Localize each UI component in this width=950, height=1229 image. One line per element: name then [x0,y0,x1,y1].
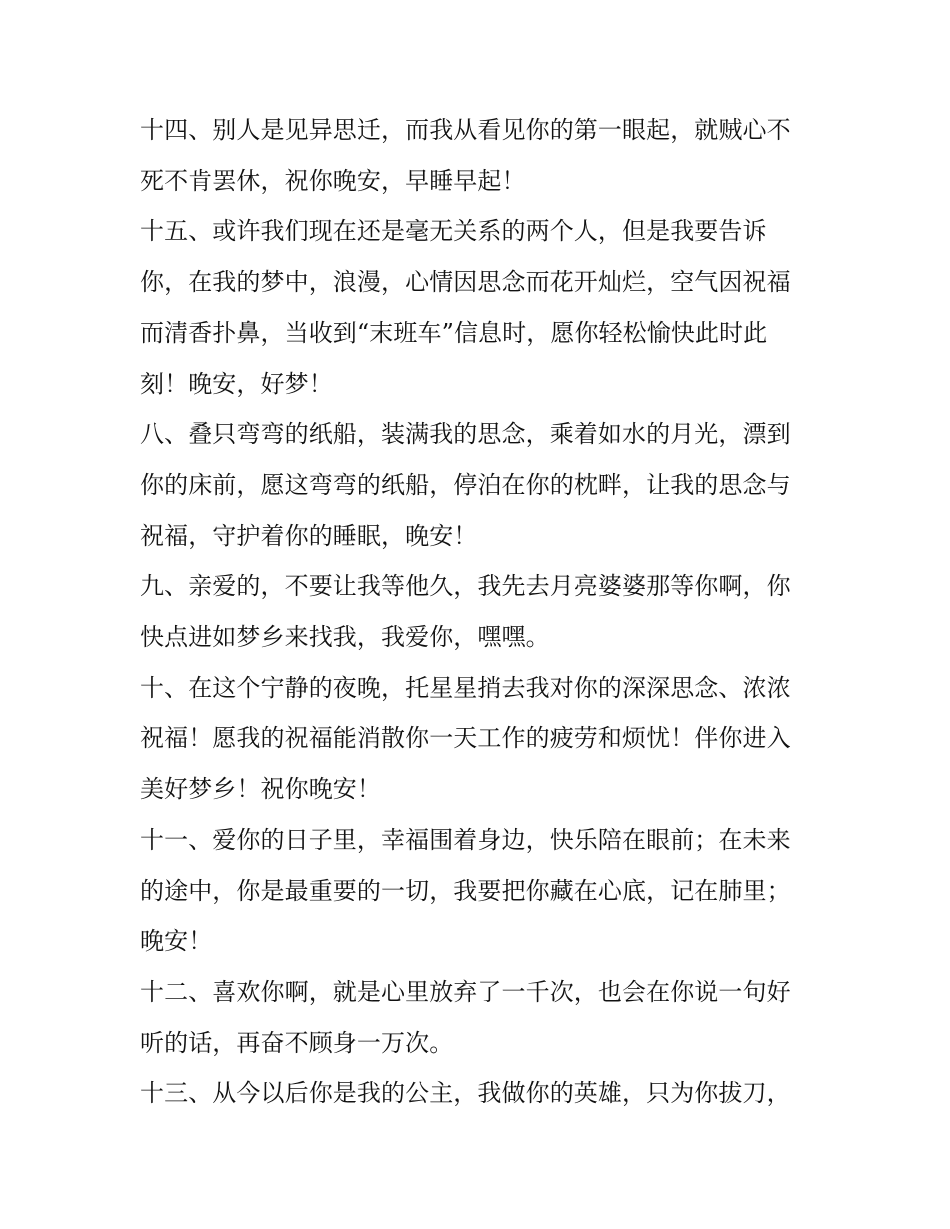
text-line: 十五、或许我们现在还是毫无关系的两个人，但是我要告诉 [140,217,767,246]
text-line: 的途中，你是最重要的一切，我要把你藏在心底，记在肺里； [140,876,791,905]
paragraph-11 [140,815,820,967]
text-line: 八、叠只弯弯的纸船，装满我的思念，乘着如水的月光，漂到 [140,420,791,449]
text-line: 十三、从今以后你是我的公主，我做你的英雄，只为你拔刀， [140,1079,791,1108]
text-line: 听的话，再奋不顾身一万次。 [140,1028,454,1057]
text-line: 快点进如梦乡来找我，我爱你，嘿嘿。 [140,623,550,652]
text-line: 而清香扑鼻，当收到“末班车”信息时，愿你轻松愉快此时此 [140,318,768,347]
text-line: 十、在这个宁静的夜晚，托星星捎去我对你的深深思念、浓浓 [140,673,791,702]
text-line: 九、亲爱的，不要让我等他久，我先去月亮婆婆那等你啊，你 [140,572,791,601]
text-line: 美好梦乡！祝你晚安！ [140,775,381,804]
text-line: 十二、喜欢你啊，就是心里放弃了一千次，也会在你说一句好 [140,977,791,1006]
paragraph-13 [140,1068,820,1119]
paragraph-9 [140,561,820,662]
paragraph-8 [140,409,820,561]
text-line: 祝福！愿我的祝福能消散你一天工作的疲劳和烦忧！伴你进入 [140,724,791,753]
paragraph-15 [140,206,820,409]
text-line: 十一、爱你的日子里，幸福围着身边，快乐陪在眼前；在未来 [140,825,791,854]
text-line: 死不肯罢休，祝你晚安，早睡早起！ [140,166,526,195]
paragraph-10 [140,663,820,815]
text-line: 刻！晚安，好梦！ [140,369,333,398]
paragraph-14 [140,105,820,206]
text-line: 你的床前，愿这弯弯的纸船，停泊在你的枕畔，让我的思念与 [140,470,791,499]
text-line: 十四、别人是见异思迁，而我从看见你的第一眼起，就贼心不 [140,116,791,144]
text-line: 祝福，守护着你的睡眠，晚安！ [140,521,478,550]
paragraph-12 [140,967,820,1068]
text-line: 晚安！ [140,927,213,956]
text-line: 你，在我的梦中，浪漫，心情因思念而花开灿烂，空气因祝福 [140,268,791,297]
